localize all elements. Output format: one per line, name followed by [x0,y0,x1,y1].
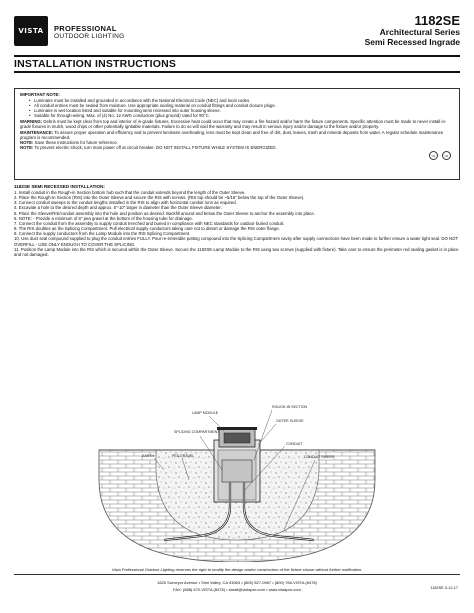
warning-text: Debris must be kept clear from top and interior of in-grade fixtures. Excessive heat could occur that may create a fire hazard and/or harm the fixture components. Specific attention must be made to never install in-grade fixtures in mulch, wood chips or other potentially ignitable materials. Failure to do so will void the warranty and may result in serious injury and/or damage to the fixture and/or property. [20,119,447,130]
model-block [365,14,460,47]
notice-bullet: • Luminaire must be installed and grounded in accordance with the National Electrical Code (NEC) and local codes. [30,98,454,103]
note-paragraph [20,145,454,150]
note-text: To prevent electric shock, turn main power off at circuit breaker. DO NOT INSTALL FIXTURE WHILE SYSTEM IS ENERGIZED. [34,144,277,150]
notice-bullet: • All conduit entries must be sealed from moisture. Use appropriate sealing material on conduit fittings and conduit closure plugs. [30,103,454,108]
step-item: 4. Excavate a hole to the desired depth and approx. 6"-10" larger in diameter than the Outer Sleeve diameter. [14,205,222,211]
step-item: 6. NOTE: - Provide a minimum of 6" pea gravel at the bottom of the housing tube for drainage. [14,215,193,221]
brand-line-2: OUTDOOR LIGHTING [54,32,125,40]
vista-logo [14,16,48,46]
ul-listed-icon: UL [442,151,451,160]
step-item: 11. Position the Lamp Module into the RIS which is secured within the Outer Sleeve. Secure the 1182SE-Lamp Module to the RIS using two screws (supplied with fixture). Take care to ensure the perimeter red sealing gasket is in place and not damaged. [14,246,459,257]
page-header [14,14,460,54]
step-item: 2. Place the Rough-In Section (RIS) into the Outer Sleeve and secure the RIS with screws. (RIS top should be ~5/16" below the top of the Outer Sleeve). [14,195,305,201]
page-title: INSTALLATION INSTRUCTIONS [14,58,177,70]
company-address: 1625 Surveyor Avenue • Simi Valley, CA 93063 • (805) 527-0987 • (800) 766-VISTA (8478) [157,580,317,585]
note-label: NOTE: [20,139,34,145]
note-text: Save these instructions for future reference. [34,139,118,145]
step-item: 10. Use duct seal compound supplied to plug the conduit entries FULLY. Pour re-enterable potting compound into the Splicing Compartment cavity after supply connections have been made to further ensure a water tight seal. DO NOT OVERFILL - USE ONLY ENOUGH TO COVER THE SPLICING. [14,236,459,247]
ul-listed-icon: UL [429,151,438,160]
label-pea-gravel: PEA GRAVEL [172,454,195,458]
company-contact: FAX: (888) 670-VISTA (8478) • email@vistapro.com • www.vistapro.com [173,587,301,592]
revision-code: 1182SE-3-12-17 [430,586,458,590]
step-item: 5. Place the Sleeve/RIS/conduit assembly into the hole and position as desired. Backfill around and below the Outer Sleeve to anchor the assembly into place. [14,210,315,216]
label-outer-sleeve: OUTER SLEEVE [276,419,304,423]
notice-bullet: • Suitable for through-wiring. Max. of (4) No. 12 AWG conductors (plus ground) rated for 90°C. [30,113,454,118]
header-divider [14,55,460,57]
brand-name [54,25,125,40]
step-item: 9. Connect the supply conductors from the Lamp Module into the RIS Splicing Compartment. [14,231,191,237]
product-description: Semi Recessed Ingrade [364,36,460,47]
maintenance-paragraph [20,130,454,140]
label-earth: EARTH [142,454,155,458]
footer-divider [14,574,460,575]
installation-diagram [14,300,460,562]
label-splicing-compartment: SPLICING COMPARTMENT [174,430,220,434]
installation-steps [14,184,460,257]
steps-heading: 1182SE SEMI RECESSED INSTALLATION: [14,184,105,189]
notice-bullet: • Luminaire is wet location listed and suitable for mounting semi recessed into outer housing sleeve. [30,108,454,113]
title-divider [14,71,460,73]
cross-section-drawing [14,300,460,562]
step-item: 8. The RIS doubles as the Splicing Compartment. Pull electrical supply conductors taking care not to distort or damage the RIS outer flange. [14,226,280,232]
step-item: 3. Connect conduit sweeps to the conduit lengths installed in the RIS to align with horizontal conduit runs as required. [14,200,237,206]
step-item: 1. Install conduit in the Rough-in Section bottom hub such that the conduit extends beyond the length of the Outer Sleeve. [14,190,246,195]
notice-bullets [30,98,454,118]
brand-line-1: PROFESSIONAL [54,24,117,33]
maintenance-text: To assure proper operation and efficiency and to prevent luminaire overheating, lens must be kept clean and free of dirt, dust, leaves, trash and mineral deposits from water. A regular schedule maintenance program is recommended. [20,129,444,140]
warning-paragraph [20,119,454,129]
label-conduit-sweep: CONDUIT SWEEP [304,455,335,459]
maintenance-label: MAINTENANCE: [20,129,54,135]
series-name: Architectural Series [379,27,460,38]
warning-label: WARNING: [20,119,43,125]
rough-in-section [222,460,252,482]
certification-marks [429,151,451,160]
notice-heading: IMPORTANT NOTE: [20,92,60,97]
logo-text: VISTA [18,27,44,35]
note-label: NOTE: [20,144,34,150]
label-conduit: CONDUIT [286,442,303,446]
important-notice-box [14,88,460,180]
label-lamp-module: LAMP MODULE [192,411,219,415]
label-rough-in-section: ROUGH-IN SECTION [272,405,308,409]
model-number: 1182SE [414,13,460,28]
step-item: 7. Connect the conduit from the assembly to supply conduit trenched and buried in compliance with NEC standards for outdoor buried conduit. [14,220,285,226]
disclaimer-text: Vista Professional Outdoor Lighting reserves the right to modify the design and/or construction of the fixture shown without further notification. [111,567,363,572]
